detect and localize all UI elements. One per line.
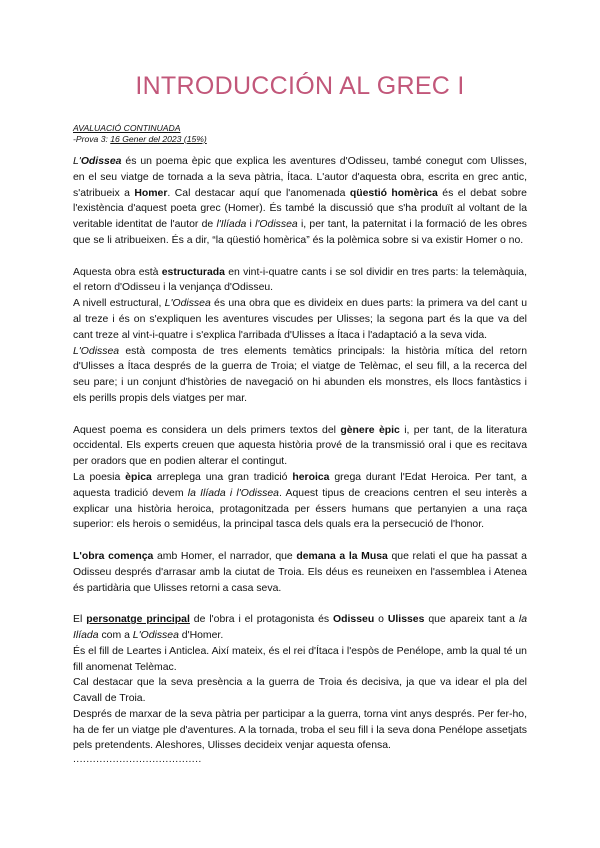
text-run: Aquest poema es considera un dels primers textos del: [73, 424, 341, 436]
text-run: L'obra comença: [73, 550, 154, 562]
dotted-separator: .......................................: [73, 754, 202, 766]
text-run: que apareix tant a: [424, 614, 519, 626]
text-run: arreplega una gran tradició: [151, 471, 293, 483]
text-run: L': [73, 156, 81, 167]
text-run: La poesia: [73, 471, 126, 483]
text-run: o: [374, 614, 388, 626]
text-run: i: [246, 219, 256, 231]
text-run: com a: [98, 629, 133, 641]
exam-info-prefix: -Prova 3:: [73, 134, 111, 144]
paragraph-epic-genre: [73, 423, 527, 470]
text-run: i, per tant, la paternitat i la formació de les obres que se li atribueixen. És a dir, “la qüestió homèrica” és la polèmica sobre si va existir Homer o no.: [73, 219, 527, 246]
text-run: És el fill de Leartes i Anticlea. Així mateix, és el rei d'Ítaca i l'espòs de Penélope, amb la qual té un fill anomenat Telèmac.: [73, 645, 527, 673]
text-run: Aquesta obra està: [73, 266, 162, 278]
text-run: de l'obra i el protagonista és: [189, 614, 334, 626]
document-title: INTRODUCCIÓN AL GREC I: [135, 72, 465, 100]
text-run: és un poema èpic que explica les aventures d'Odisseu, també conegut com Ulisses, en el seu viatge de tornada a la seva pàtria, Ítaca. L'autor d'aquesta obra, escrita en grec antic, s'atribueix a: [73, 156, 527, 199]
text-run: amb Homer, el narrador, que: [153, 550, 297, 562]
text-run: i, per tant, de la literatura occidental. Els experts creuen que aquesta història prové de la transmissió oral i que es recitava per oradors que en podien alterar el contingut.: [73, 424, 527, 468]
text-run: gènere èpic: [340, 424, 400, 436]
text-run: L'Odissea: [132, 629, 179, 641]
text-run: l'Ilíada: [216, 219, 247, 231]
evaluation-header: [73, 123, 527, 145]
text-run: . Aquest tipus de creacions centren el seu interès a explicar una història heroica, protagonitzada per éssers humans que pertanyien a una raça superior: els herois o semidéus, la principal tasca dels quals era la persecució de l'honor.: [73, 487, 527, 531]
paragraph-main-character: [73, 612, 527, 644]
text-run: en vint-i-quatre cants i se sol dividir en tres parts: la telemàquia, el retorn d'Odisseu i la venjança d'Odisseu.: [73, 266, 528, 294]
text-run: és una obra que es divideix en dues parts: la primera va del cant u al treze i és on s'expliquen les aventures viscudes per Ulisses; la segona part és la que va del cant treze al vint-i-quatre i s'explica l'arribada d'Ulisses a Ítaca i l'adaptació a la seva vida.: [73, 298, 527, 341]
exam-info: [73, 134, 527, 145]
text-run: Odissea: [80, 156, 122, 167]
text-run: d'Homer.: [178, 629, 224, 641]
text-run: l'Odissea: [255, 219, 298, 231]
text-run: Cal destacar que la seva presència a la guerra de Troia és decisiva, ja que va idear el pla del Cavall de Troia.: [73, 677, 527, 705]
text-run: Odisseu: [333, 614, 375, 626]
paragraph-epic-poetry: [73, 470, 527, 533]
text-run: L'Odissea: [164, 298, 211, 310]
evaluation-label-text: AVALUACIÓ CONTINUADA: [73, 123, 181, 133]
paragraph-structural-level: [73, 296, 527, 343]
text-run: és el debat sobre l'existència d'aquest poeta grec (Homer). És també la discussió que s'ha produït al voltant de la veritable identitat de l'autor de: [73, 187, 527, 231]
document-page: [73, 70, 527, 766]
text-run: . Cal destacar aquí que l'anomenada: [167, 187, 350, 199]
text-run: personatge principal: [86, 614, 190, 626]
text-run: demana a la Musa: [296, 550, 388, 562]
paragraph-family: [73, 644, 527, 676]
text-run: està composta de tres elements temàtics principals: la història mítica del retorn d'Ulisses a Ítaca després de la guerra de Troia; el viatge de Telèmac, el seu fill, a la recerca del seu pare; i un conjunt d'històries de navegació on hi abunden els monstres, els llocs fantàstics i els perills propis dels viatges per mar.: [73, 345, 527, 404]
paragraph-intro: [73, 154, 527, 249]
paragraph-trojan-horse: [73, 675, 527, 707]
paragraph-thematic-elements: [73, 344, 527, 407]
text-run: la Ilíada: [73, 614, 527, 641]
text-run: estructurada: [161, 266, 225, 278]
paragraph-beginning: [73, 549, 527, 596]
text-run: Homer: [134, 187, 168, 199]
text-run: heroica: [292, 471, 330, 483]
text-run: qüestió homèrica: [349, 187, 438, 199]
text-run: la Ilíada i l'Odissea: [187, 487, 279, 499]
evaluation-label: [73, 123, 527, 134]
paragraph-structure: [73, 265, 527, 297]
paragraph-return: [73, 707, 527, 754]
text-run: L'Odissea: [73, 345, 120, 357]
text-run: grega durant l'Edat Heroica. Per tant, a aquesta tradició devem: [73, 471, 527, 499]
text-run: Després de marxar de la seva pàtria per participar a la guerra, torna vint anys després. Per fer-ho, ha de fer un viatge ple d'aventures. A la tornada, troba el seu fill i la seva dona Penélope assetjats pels pretendents. Aleshores, Ulisses decideix venjar aquesta ofensa.: [73, 708, 527, 752]
text-run: A nivell estructural,: [73, 298, 165, 310]
text-run: El: [73, 614, 87, 626]
text-run: Ulisses: [387, 614, 425, 626]
text-run: que relati el que ha passat a Odisseu després d'arrasar amb la ciutat de Troia. Els déus es reuneixen en l'assemblea i Atenea és partidària que Ulisses retorni a casa seva.: [73, 550, 527, 594]
text-run: èpica: [125, 471, 152, 483]
exam-date: 16 Gener del 2023 (15%): [110, 134, 207, 144]
